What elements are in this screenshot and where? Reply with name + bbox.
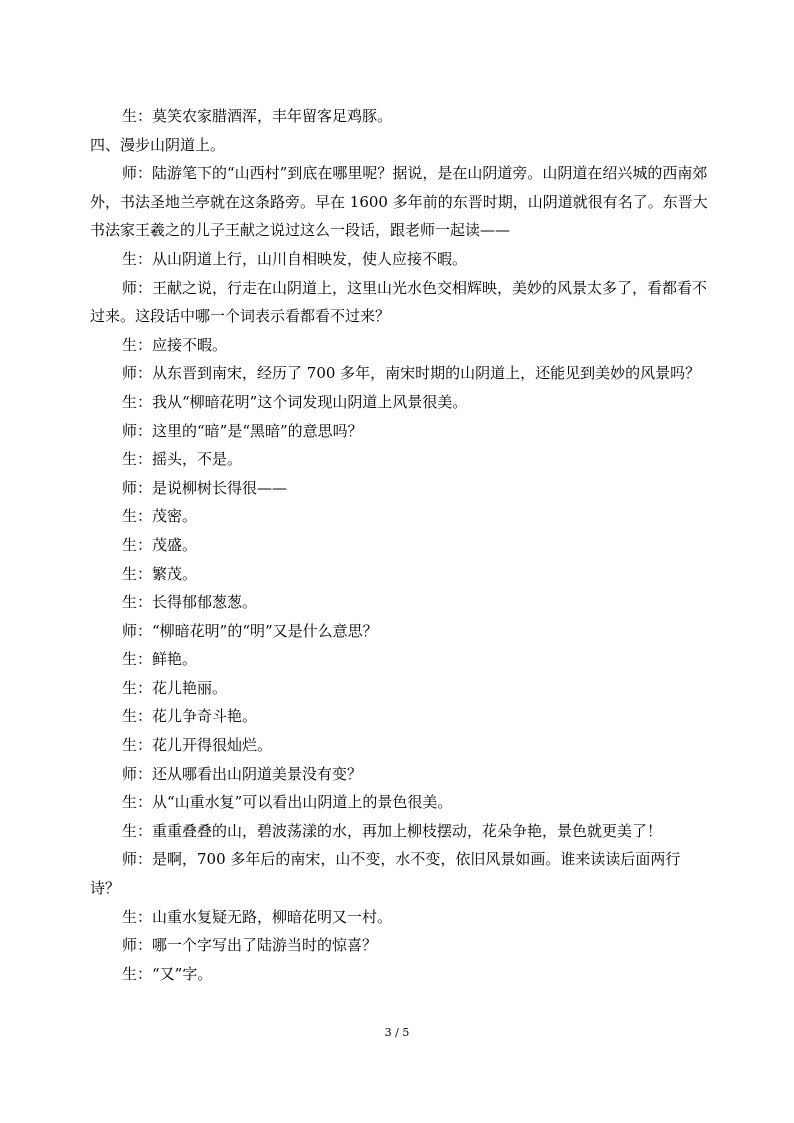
dialogue-paragraph: 生：摇头，不是。 [122,450,243,469]
dialogue-paragraph: 师：陆游笔下的“山西村”到底在哪里呢？据说，是在山阴道旁。山阴道在绍兴城的西南郊外，书法圣地兰亭就在这条路旁。早在 1600 多年前的东晋时期，山阴道就很有名了。东晋大书法家王羲之的儿子王献之说过这么一段话，跟老师一起读—— [90,164,708,240]
dialogue-paragraph: 生：莫笑农家腊酒浑，丰年留客足鸡豚。 [122,107,393,125]
page-number: 3 / 5 [384,1026,410,1039]
dialogue-paragraph: 生：花儿争奇斗艳。 [122,707,258,726]
dialogue-paragraph: 师：还从哪看出山阴道美景没有变？ [122,764,363,783]
dialogue-paragraph: 师：这里的“暗”是“黑暗”的意思吗？ [122,421,363,440]
dialogue-paragraph: 生：长得郁郁葱葱。 [122,593,258,612]
dialogue-paragraph: 师：“柳暗花明”的“明”又是什么意思？ [122,621,378,640]
dialogue-paragraph: 师：哪一个字写出了陆游当时的惊喜？ [122,936,378,955]
dialogue-paragraph: 生：花儿艳丽。 [122,678,228,697]
dialogue-paragraph: 生：从山阴道上行，山川自相映发，使人应接不暇。 [122,249,468,268]
dialogue-paragraph: 生：重重叠叠的山，碧波荡漾的水，再加上柳枝摆动，花朵争艳，景色就更美了！ [122,821,663,840]
dialogue-paragraph: 生：繁茂。 [122,564,198,583]
dialogue-paragraph: 生：花儿开得很灿烂。 [122,736,273,755]
dialogue-paragraph: 生：应接不暇。 [122,335,228,354]
dialogue-paragraph: 师：王献之说，行走在山阴道上，这里山光水色交相辉映，美妙的风景太多了，看都看不过来。这段话中哪一个词表示看都看不过来？ [90,278,708,326]
dialogue-paragraph: 生：我从“柳暗花明”这个词发现山阴道上风景很美。 [122,392,468,411]
dialogue-paragraph: 师：是说柳树长得很—— [122,478,288,497]
dialogue-paragraph: 师：从东晋到南宋，经历了 700 多年，南宋时期的山阴道上，还能见到美妙的风景吗？ [122,364,701,383]
dialogue-paragraph: 生：鲜艳。 [122,650,198,669]
dialogue-paragraph: 生：“又”字。 [122,964,213,983]
dialogue-paragraph: 生：茂密。 [122,507,198,526]
dialogue-paragraph: 生：山重水复疑无路，柳暗花明又一村。 [122,907,393,926]
section-heading: 四、漫步山阴道上。 [90,135,226,154]
dialogue-paragraph: 生：茂盛。 [122,535,198,554]
document-body [90,102,708,988]
dialogue-paragraph: 生：从“山重水复”可以看出山阴道上的景色很美。 [122,793,453,812]
dialogue-paragraph: 师：是啊，700 多年后的南宋，山不变，水不变，依旧风景如画。谁来读读后面两行诗？ [90,850,681,898]
